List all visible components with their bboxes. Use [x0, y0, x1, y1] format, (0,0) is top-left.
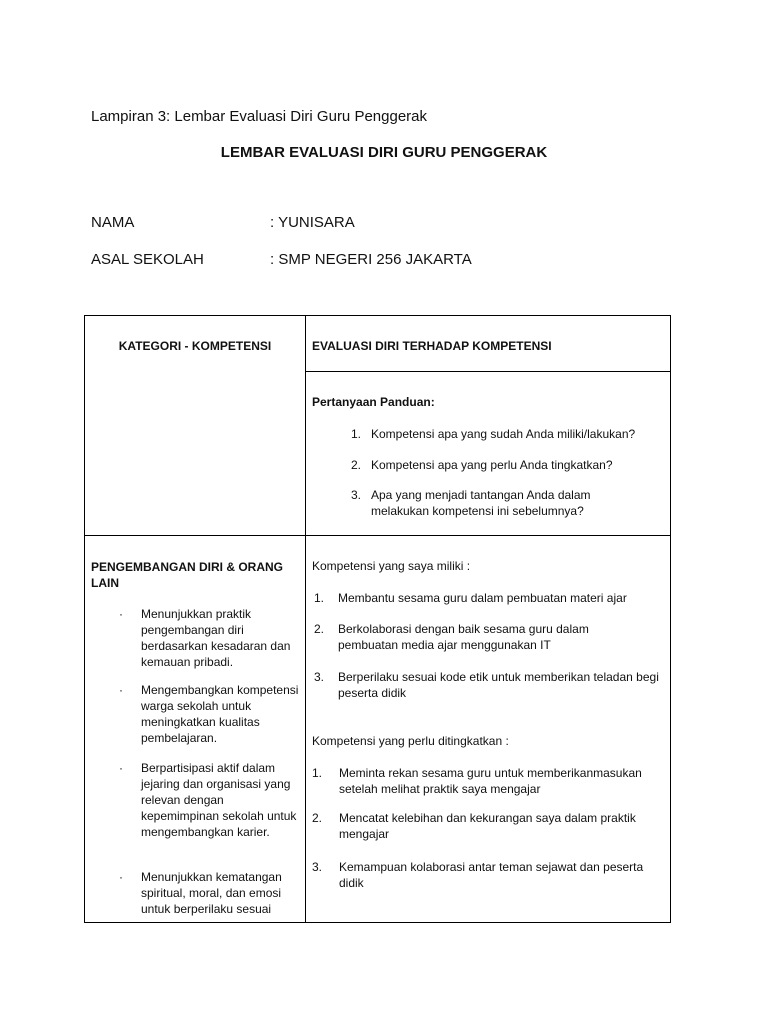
category-point: Berpartisipasi aktif dalam jejaring dan organisasi yang relevan dengan kepemimpinan sekolah untuk mengembangkan karier. — [141, 761, 297, 839]
name-label: NAMA — [91, 214, 135, 231]
school-value: : SMP NEGERI 256 JAKARTA — [270, 251, 472, 268]
guide-title: Pertanyaan Panduan: — [312, 395, 435, 409]
bullet-dot: · — [119, 683, 123, 697]
column-header-category: KATEGORI - KOMPETENSI — [118, 339, 272, 353]
name-value: : YUNISARA — [270, 214, 355, 231]
column-header-evaluation: EVALUASI DIRI TERHADAP KOMPETENSI — [312, 339, 552, 353]
bullet-dot: · — [119, 761, 123, 775]
category-point: Menunjukkan praktik pengembangan diri berdasarkan kesadaran dan kemauan pribadi. — [141, 607, 291, 669]
column-divider — [305, 316, 306, 922]
school-label: ASAL SEKOLAH — [91, 251, 204, 268]
row-divider — [306, 371, 670, 372]
owned-competency-heading: Kompetensi yang saya miliki : — [312, 559, 471, 573]
evaluation-table: KATEGORI - KOMPETENSI EVALUASI DIRI TERHADAP KOMPETENSI Pertanyaan Panduan: 1. Kompetensi apa yang sudah Anda miliki/lakukan? 2. Kompetensi apa yang perlu Anda tingkatkan? 3. Apa yang menjadi tantangan Anda dalam melakukan kompetensi ini sebelumnya? PENGEMBANGAN DIRI & ORANG LAIN · Menunjukkan praktik pengembangan diri berdasarkan kesadaran dan kemauan pribadi. · Mengembangkan kompetensi warga sekolah untuk meningkatkan kualitas pembelajaran. · Berpartisipasi aktif dalam jejaring dan organisasi yang relevan dengan kepemimpinan sekolah untuk mengembangkan karier. · Menunjukkan kematangan spiritual, moral, dan emosi untuk berperilaku sesuai Kompetensi yang saya miliki : 1. Membantu sesama guru dalam pembuatan materi ajar 2. Berkolaborasi dengan baik sesama guru dalam pembuatan media ajar menggunakan IT 3. Berperilaku sesuai kode etik untuk memberikan teladan begi peserta didik Kompetensi yang perlu ditingkatkan : 1. Meminta rekan sesama guru untuk memberikanmasukan setelah melihat praktik saya mengajar 2. Mencatat kelebihan dan kekurangan saya dalam praktik mengajar 3. Kemampuan kolaborasi antar teman sejawat dan peserta didik — [84, 315, 671, 923]
bullet-dot: · — [119, 607, 123, 621]
appendix-line: Lampiran 3: Lembar Evaluasi Diri Guru Penggerak — [91, 108, 427, 125]
category-point: Mengembangkan kompetensi warga sekolah untuk meningkatkan kualitas pembelajaran. — [141, 683, 299, 745]
document-title: LEMBAR EVALUASI DIRI GURU PENGGERAK — [220, 144, 548, 161]
improve-competency-heading: Kompetensi yang perlu ditingkatkan : — [312, 734, 509, 748]
row-divider — [85, 535, 670, 536]
category-point: Menunjukkan kematangan spiritual, moral, dan emosi untuk berperilaku sesuai — [141, 870, 282, 916]
category-title: PENGEMBANGAN DIRI & ORANG LAIN — [91, 560, 284, 590]
bullet-dot: · — [119, 870, 123, 884]
